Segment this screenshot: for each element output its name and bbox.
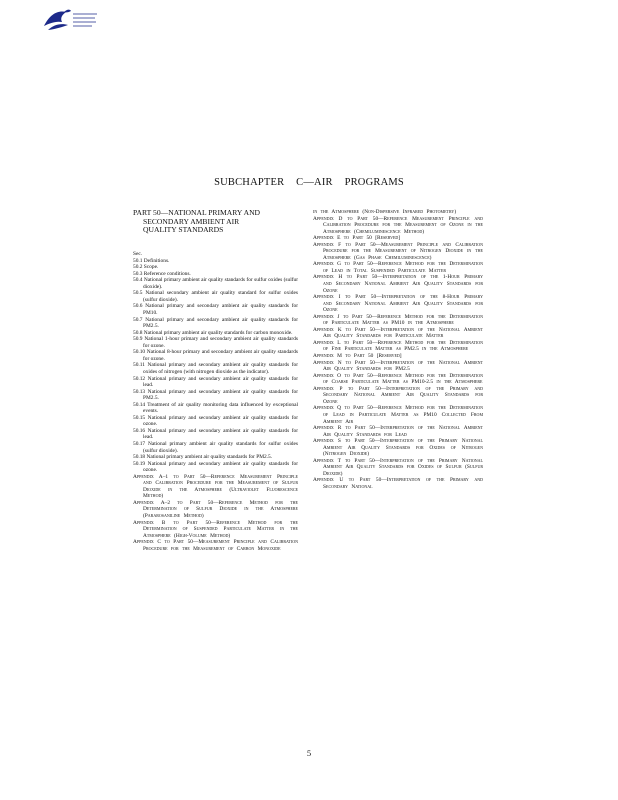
toc-entry: 50.19 National primary and secondary ambient air quality standards for ozone.: [133, 460, 298, 474]
toc-entry: Appendix G to Part 50—Reference Method for the Determination of Lead in Total Suspended Particulate Matter: [313, 261, 483, 274]
part-title-line1: PART 50—NATIONAL PRIMARY AND: [133, 208, 261, 217]
toc-entry: Appendix O to Part 50—Reference Method for the Determination of Coarse Particulate Matter as PM10-2.5 in the Atmosphere: [313, 372, 483, 386]
toc-entry: 50.12 National primary and secondary ambient air quality standards for lead.: [133, 375, 298, 389]
toc-entry: Appendix A–2 to Part 50—Reference Method for the Determination of Sulfur Dioxide in the Atmosphere (Pararosaniline Method): [133, 499, 298, 519]
appendix-list: [313, 209, 483, 491]
toc-entry: Appendix K to Part 50—Interpretation of the National Ambient Air Quality Standards for Particulate Matter: [313, 326, 483, 340]
part-title-line3: QUALITY STANDARDS: [143, 225, 224, 235]
toc-entry: Appendix I to Part 50—Interpretation of the 8-Hour Primary and Secondary National Ambient Air Quality Standards for Ozone: [313, 294, 483, 314]
toc-entry: 50.10 National 8-hour primary and secondary ambient air quality standards for ozone.: [133, 349, 298, 362]
toc-entry: 50.5 National secondary ambient air quality standard for sulfur oxides (sulfur dioxide).: [133, 290, 298, 303]
toc-entry: 50.13 National primary and secondary ambient air quality standards for PM2.5.: [133, 388, 298, 402]
toc-entry: Appendix T to Part 50—Interpretation of the Primary National Ambient Air Quality Standards for Oxides of Sulfur (Sulfur Dioxide): [313, 457, 483, 477]
toc-entry: Appendix R to Part 50—Interpretation of the National Ambient Air Quality Standards for Lead: [313, 425, 483, 438]
toc-entry: 50.14 Treatment of air quality monitoring data influenced by exceptional events.: [133, 401, 298, 415]
toc-entry: 50.2 Scope.: [133, 264, 159, 271]
toc-entry: Appendix C to Part 50—Measurement Principle and Calibration Procedure for the Measurement of Carbon Monoxide: [133, 539, 298, 552]
toc-entry: 50.18 National primary ambient air quality standards for PM2.5.: [133, 454, 273, 461]
toc-entry: 50.1 Definitions.: [133, 257, 170, 264]
gpo-logo-eagle: [40, 6, 100, 36]
toc-entry: Appendix H to Part 50—Interpretation of the 1-Hour Primary and Secondary National Ambient Air Quality Standards for Ozone: [313, 274, 483, 294]
part-title: [133, 209, 298, 235]
toc-entry: 50.8 National primary ambient air quality standards for carbon monoxide.: [133, 329, 293, 336]
section-list: [133, 258, 298, 553]
toc-entry: 50.16 National primary and secondary ambient air quality standards for lead.: [133, 427, 298, 441]
toc-entry: Appendix U to Part 50—Interpretation of the Primary and Secondary National: [313, 477, 483, 490]
toc-entry: Appendix J to Part 50—Reference Method for the Determination of Particulate Matter as PM10 in the Atmosphere: [313, 313, 483, 327]
page-number: 5: [306, 748, 312, 758]
toc-entry: 50.6 National primary and secondary ambient air quality standards for PM10.: [133, 303, 298, 317]
toc-entry: 50.3 Reference conditions.: [133, 270, 191, 277]
toc-entry: 50.9 National 1-hour primary and secondary ambient air quality standards for ozone.: [133, 336, 298, 349]
toc-entry: Appendix B to Part 50—Reference Method for the Determination of Suspended Particulate Matter in the Atmosphere (High-Volume Method): [133, 519, 298, 539]
toc-entry: Appendix A–1 to Part 50—Reference Measurement Principle and Calibration Procedure for the Measurement of Sulfur Dioxide in the Atmosphere (Ultraviolet Fluorescence Method): [133, 473, 298, 500]
toc-entry: 50.11 National primary and secondary ambient air quality standards for oxides of nitrogen (with nitrogen dioxide as the indicator).: [133, 362, 298, 375]
toc-entry: Appendix M to Part 50 [Reserved]: [313, 353, 402, 360]
subchapter-title: SUBCHAPTER C—AIR PROGRAMS: [214, 177, 404, 188]
toc-entry: 50.4 National primary ambient air quality standards for sulfur oxides (sulfur dioxide).: [133, 277, 298, 290]
toc-entry: Appendix N to Part 50—Interpretation of the National Ambient Air Quality Standards for PM2.5: [313, 359, 483, 373]
toc-entry: Appendix S to Part 50—Interpretation of the Primary National Ambient Air Quality Standards for Oxides of Nitrogen (Nitrogen Dioxide): [313, 438, 483, 458]
toc-entry: Appendix P to Part 50—Interpretation of the Primary and Secondary National Ambient Air Quality Standards for Ozone: [313, 385, 483, 405]
toc-entry: Appendix L to Part 50—Reference Method for the Determination of Fine Particulate Matter as PM2.5 in the Atmosphere: [313, 339, 483, 353]
right-column: [313, 209, 483, 491]
section-label: Sec.: [133, 251, 143, 258]
toc-entry: Appendix D to Part 50—Reference Measurement Principle and Calibration Procedure for the Measurement of Ozone in the Atmosphere (Chemiluminescence Method): [313, 215, 483, 235]
toc-entry: in the Atmosphere (Non-Dispersive Infrared Photometry): [313, 209, 457, 215]
toc-entry: Appendix Q to Part 50—Reference Method for the Determination of Lead in Particulate Matter as PM10 Collected From Ambient Air: [313, 405, 483, 425]
toc-entry: 50.15 National primary and secondary ambient air quality standards for ozone.: [133, 414, 298, 428]
toc-entry: Appendix F to Part 50—Measurement Principle and Calibration Procedure for the Measurement of Nitrogen Dioxide in the Atmosphere (Gas Phase Chemiluminescence): [313, 241, 483, 261]
toc-entry: 50.7 National primary and secondary ambient air quality standards for PM2.5.: [133, 316, 298, 330]
part-title-line2: SECONDARY AMBIENT AIR: [143, 216, 240, 226]
toc-entry: Appendix E to Part 50 [Reserved]: [313, 235, 401, 242]
left-column: [133, 209, 298, 552]
toc-entry: 50.17 National primary ambient air quality standards for sulfur oxides (sulfur dioxide).: [133, 440, 298, 454]
